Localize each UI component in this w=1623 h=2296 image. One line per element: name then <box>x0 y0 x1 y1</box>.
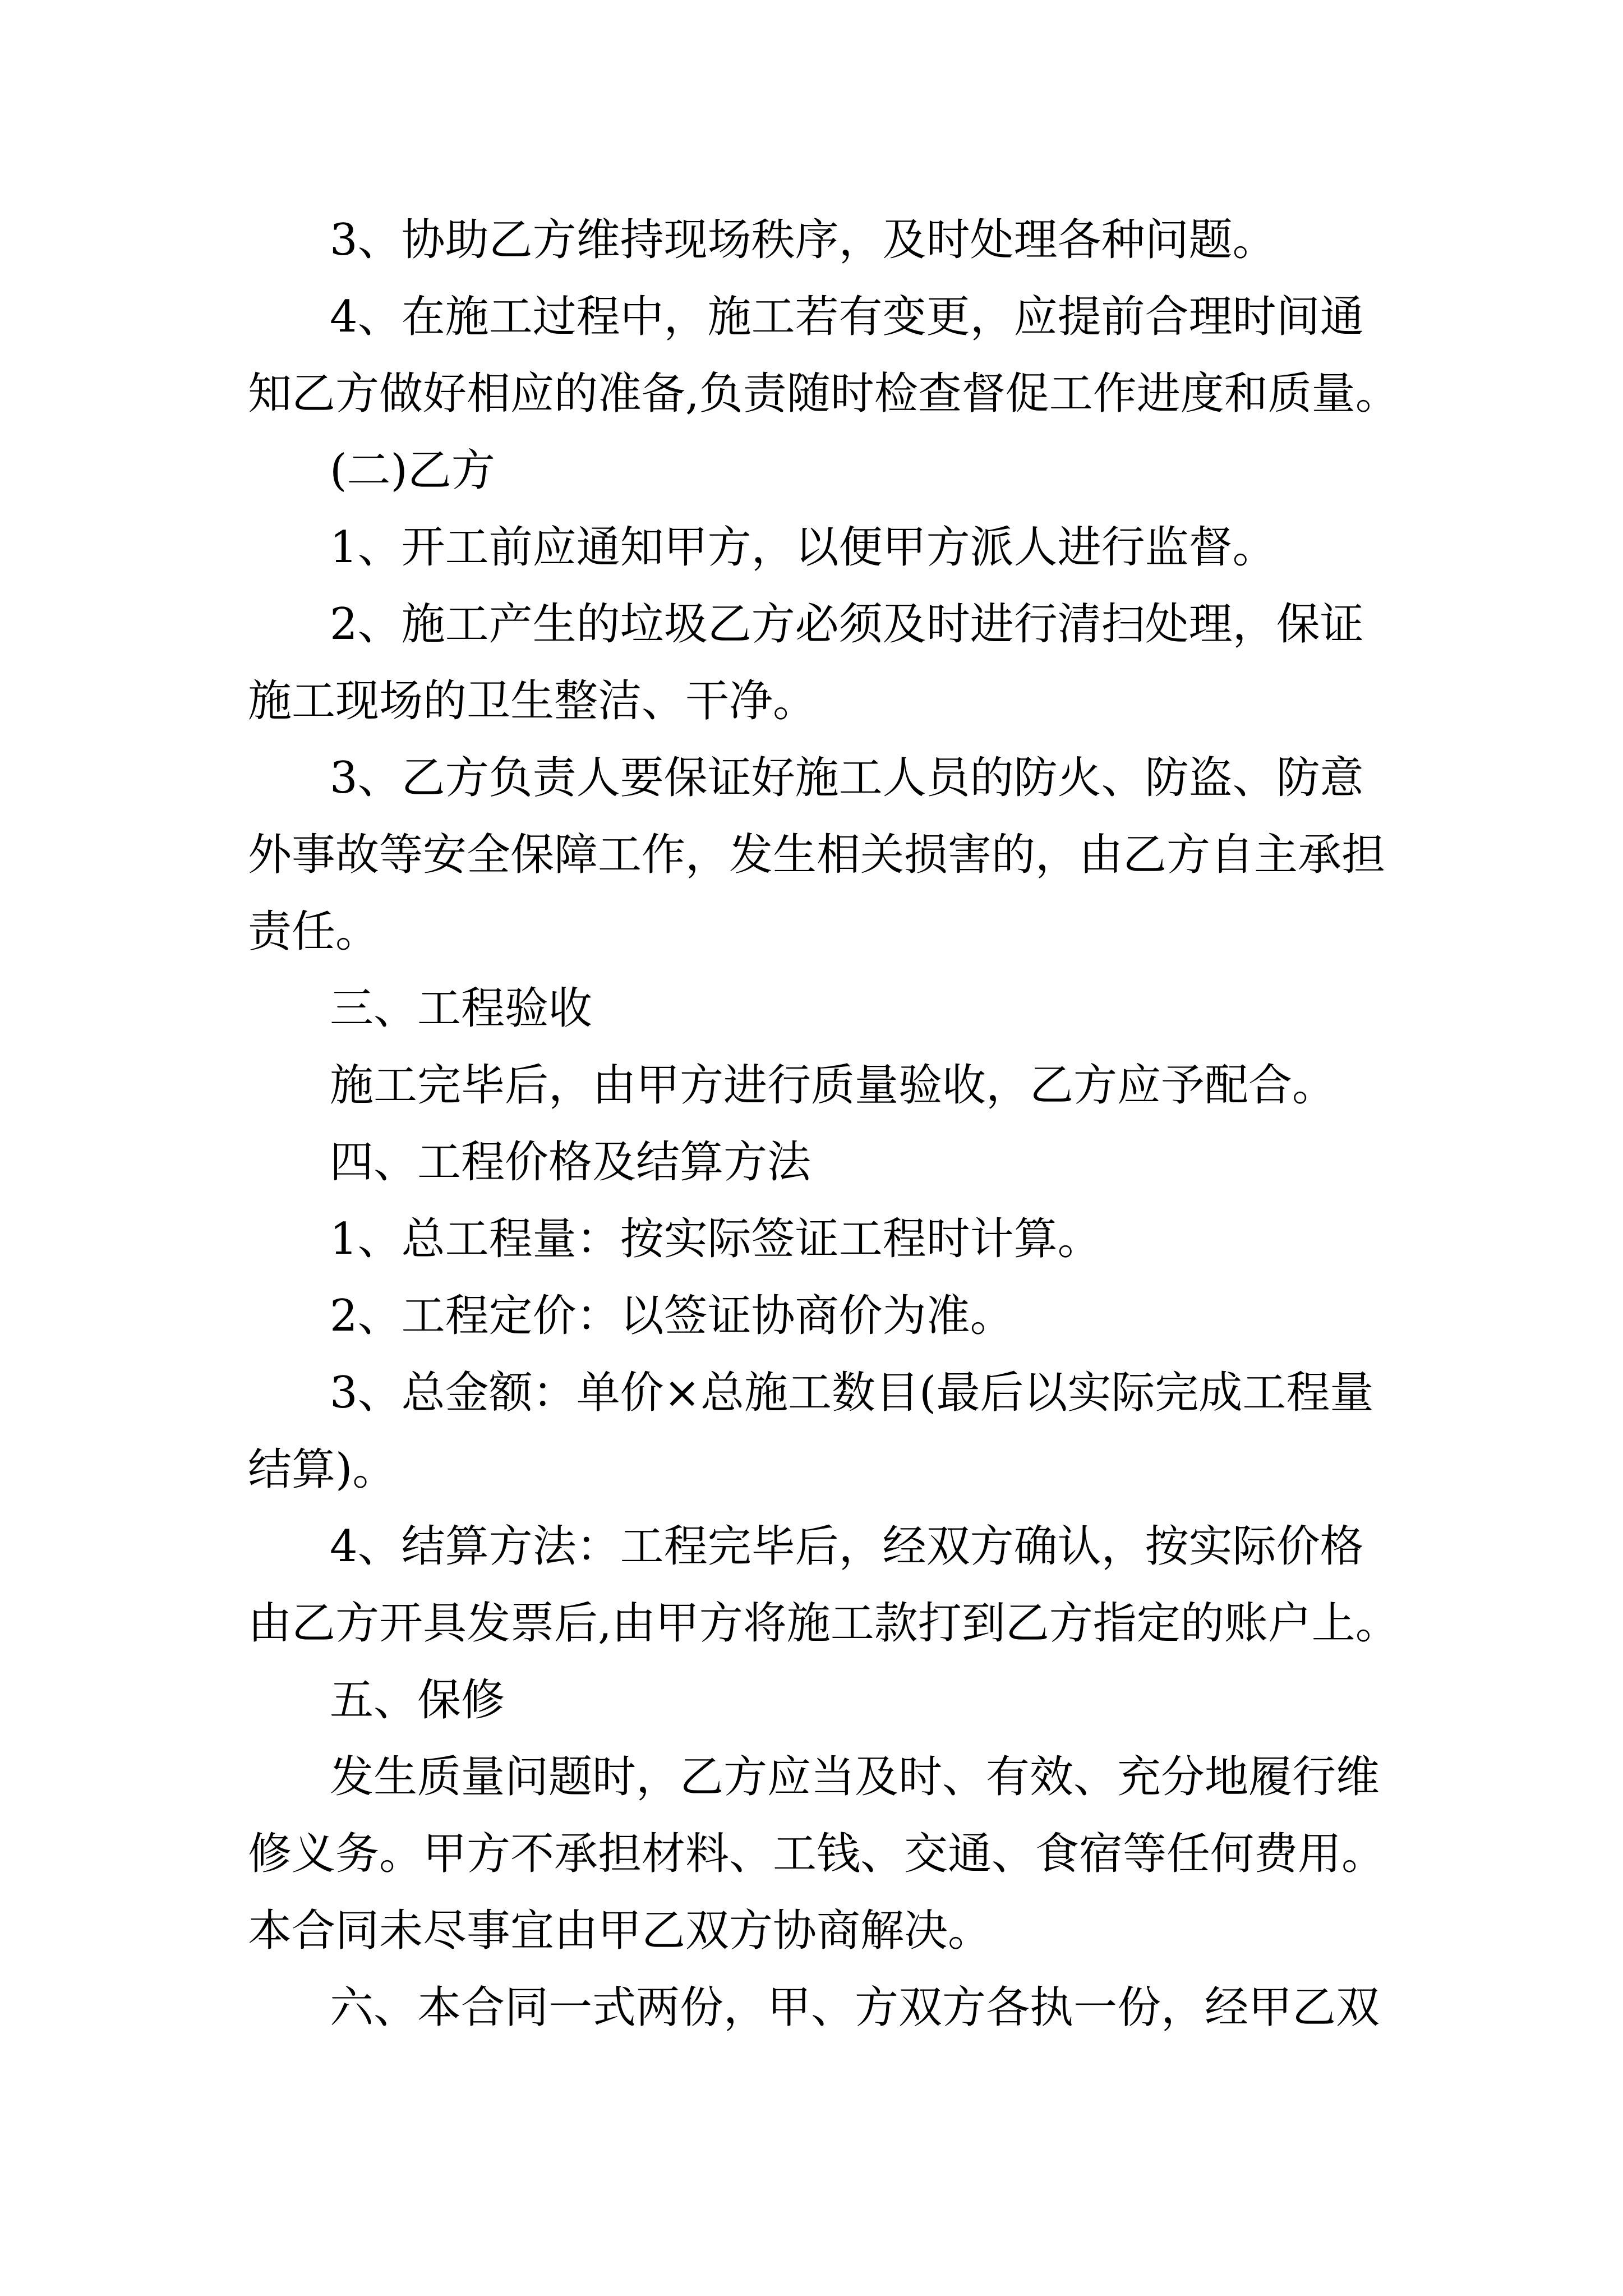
paragraph-line: 1、开工前应通知甲方，以便甲方派人进行监督。 <box>330 522 1276 573</box>
paragraph-line: 2、工程定价：以签证协商价为准。 <box>330 1291 1014 1341</box>
section-heading: (二)乙方 <box>330 445 495 496</box>
paragraph-line: 4、结算方法：工程完毕后，经双方确认，按实际价格 <box>330 1521 1364 1572</box>
paragraph-line: 3、乙方负责人要保证好施工人员的防火、防盗、防意 <box>330 753 1364 803</box>
section-heading: 三、工程验收 <box>330 983 593 1034</box>
paragraph-line: 2、施工产生的垃圾乙方必须及时进行清扫处理，保证 <box>330 599 1364 650</box>
paragraph-line: 由乙方开具发票后,由甲方将施工款打到乙方指定的账户上。 <box>248 1598 1399 1649</box>
paragraph-line: 本合同未尽事宜由甲乙双方协商解决。 <box>248 1906 992 1956</box>
paragraph-line: 知乙方做好相应的准备,负责随时检查督促工作进度和质量。 <box>248 369 1399 419</box>
paragraph-line: 结算)。 <box>248 1444 396 1495</box>
paragraph-line: 六、本合同一式两份，甲、方双方各执一份，经甲乙双 <box>330 1982 1380 2033</box>
paragraph-line: 责任。 <box>248 907 380 957</box>
paragraph-line: 1、总工程量：按实际签证工程时计算。 <box>330 1214 1101 1264</box>
paragraph-line: 4、在施工过程中，施工若有变更，应提前合理时间通 <box>330 292 1364 342</box>
paragraph-line: 外事故等安全保障工作，发生相关损害的，由乙方自主承担 <box>248 830 1386 880</box>
paragraph-line: 3、协助乙方维持现场秩序，及时处理各种问题。 <box>330 215 1276 265</box>
paragraph-line: 3、总金额：单价×总施工数目(最后以实际完成工程量 <box>330 1368 1374 1418</box>
paragraph-line: 施工完毕后，由甲方进行质量验收，乙方应予配合。 <box>330 1060 1336 1111</box>
section-heading: 五、保修 <box>330 1675 505 1726</box>
section-heading: 四、工程价格及结算方法 <box>330 1137 811 1188</box>
paragraph-line: 发生质量问题时，乙方应当及时、有效、充分地履行维 <box>330 1752 1380 1802</box>
paragraph-line: 修义务。甲方不承担材料、工钱、交通、食宿等任何费用。 <box>248 1829 1386 1879</box>
paragraph-line: 施工现场的卫生整洁、干净。 <box>248 676 817 726</box>
